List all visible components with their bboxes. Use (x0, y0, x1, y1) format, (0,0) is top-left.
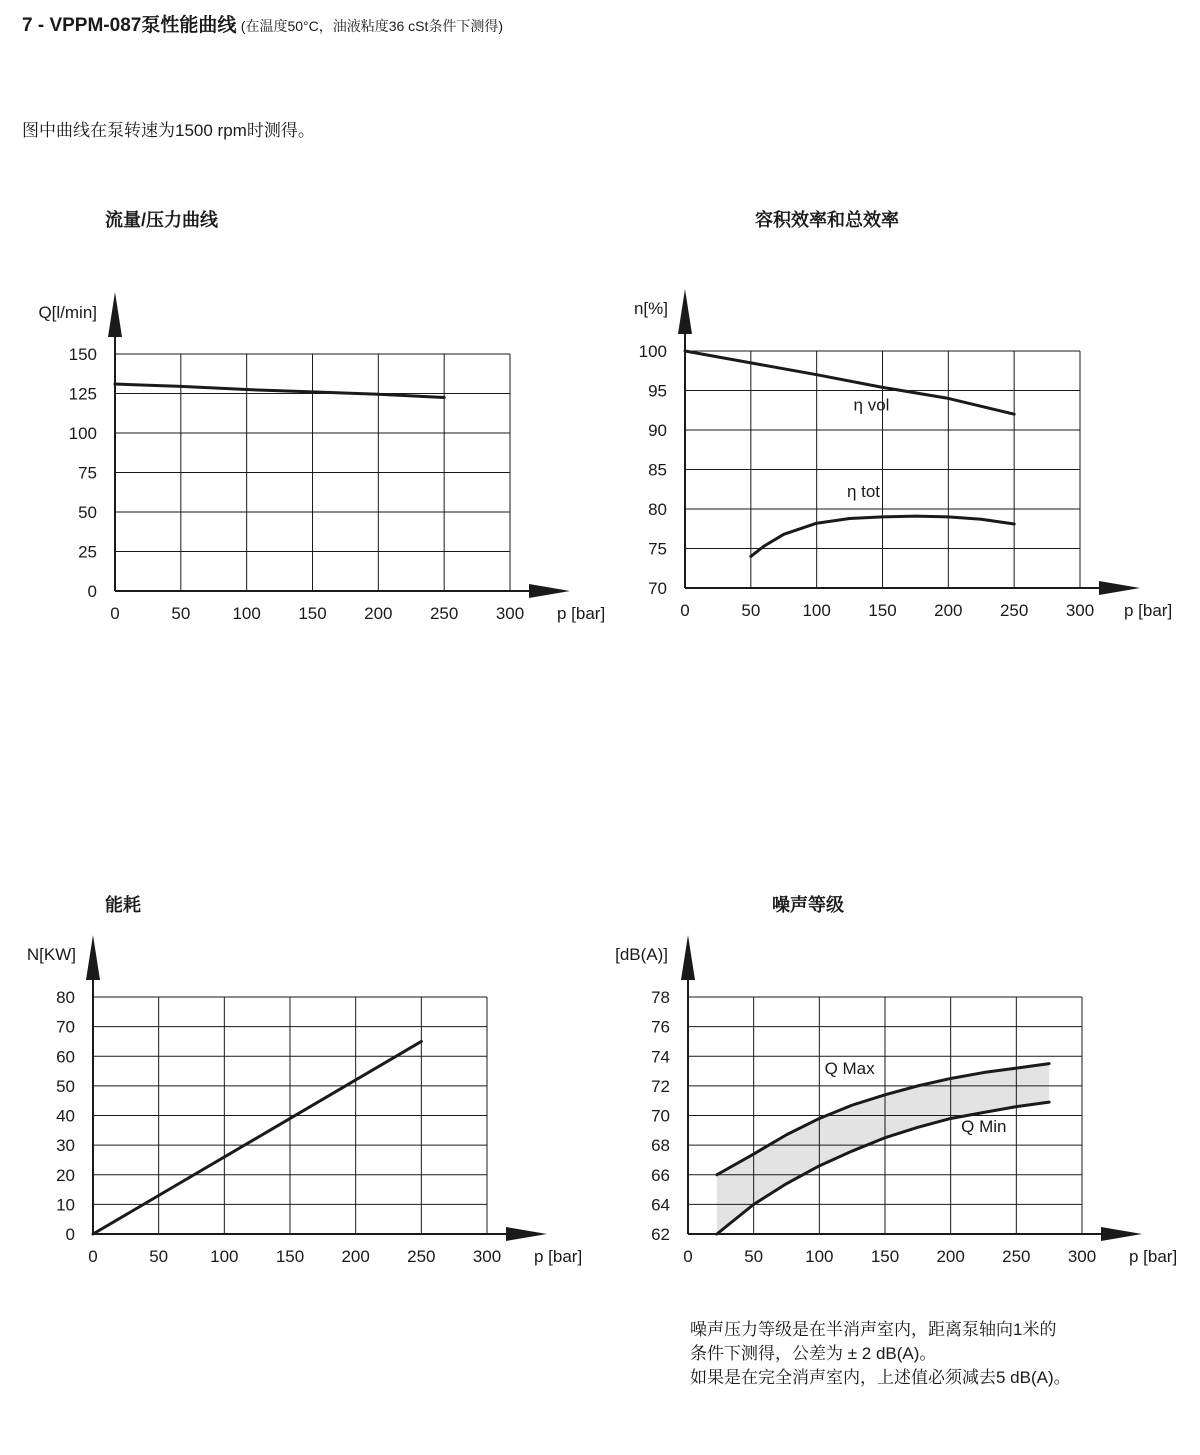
flow-chart-y-tick-label: 100 (68, 424, 97, 443)
page-title: 7 - VPPM-087泵性能曲线 (22, 15, 237, 36)
efficiency-chart-x-tick-label: 150 (868, 601, 897, 620)
power-chart-x-tick-label: 50 (149, 1247, 169, 1266)
flow-chart-y-tick-label: 125 (68, 384, 97, 404)
power-chart-x-tick-label: 150 (275, 1247, 305, 1266)
flow-chart-x-axis-label: p [bar] (557, 604, 606, 623)
noise-chart-y-tick-label: 64 (651, 1195, 670, 1215)
noise-chart-x-tick-label: 0 (683, 1247, 693, 1266)
intro-text: 图中曲线在泵转速为1500 rpm时测得。 (22, 121, 315, 140)
noise-chart-x-axis-label: p [bar] (1129, 1247, 1178, 1266)
noise-chart-x-axis-arrow (1101, 1227, 1142, 1241)
noise-chart-y-tick-label: 66 (651, 1165, 670, 1185)
efficiency-chart-y-tick-label: 70 (648, 579, 667, 598)
flow-chart-x-tick-label: 250 (429, 604, 459, 623)
efficiency-chart-y-axis-label: n[%] (633, 299, 668, 318)
power-chart-y-tick-label: 20 (56, 1165, 75, 1185)
efficiency-chart-x-tick-label: 300 (1065, 601, 1095, 620)
noise-chart-title: 噪声等级 (772, 895, 844, 915)
noise-chart-y-axis-label: [dB(A)] (615, 945, 668, 964)
noise-chart-y-tick-label: 78 (651, 988, 670, 1007)
efficiency-chart-series-line (685, 351, 1014, 414)
power-chart-series-line (93, 1041, 421, 1234)
power-chart-y-tick-label: 50 (56, 1076, 75, 1096)
power-chart-y-tick-label: 30 (56, 1136, 75, 1156)
power-chart-x-tick-label: 200 (341, 1247, 370, 1266)
efficiency-chart-series-annotation: η vol (853, 395, 890, 415)
power-chart-y-tick-label: 10 (56, 1195, 75, 1215)
flow-chart-x-tick-label: 300 (495, 604, 525, 623)
efficiency-chart-x-axis-label: p [bar] (1124, 601, 1173, 620)
efficiency-chart-y-tick-label: 85 (648, 460, 667, 480)
noise-note-line: 如果是在完全消声室内，上述值必须减去5 dB(A)。 (690, 1368, 1071, 1387)
efficiency-chart-y-tick-label: 90 (648, 421, 667, 440)
noise-chart-y-tick-label: 74 (651, 1047, 670, 1067)
flow-chart-y-tick-label: 75 (78, 463, 97, 483)
flow-chart-x-tick-label: 50 (171, 604, 191, 623)
efficiency-chart-y-tick-label: 100 (638, 342, 667, 361)
efficiency-chart-y-tick-label: 95 (648, 381, 667, 401)
noise-chart-y-tick-label: 76 (651, 1017, 670, 1037)
flow-chart-x-axis-arrow (529, 584, 570, 598)
power-chart-x-tick-label: 300 (472, 1247, 502, 1266)
noise-chart-y-tick-label: 68 (651, 1136, 670, 1156)
power-chart-y-tick-label: 40 (56, 1106, 75, 1126)
noise-chart-x-tick-label: 100 (805, 1247, 834, 1266)
noise-chart-x-tick-label: 200 (936, 1247, 965, 1266)
flow-chart-x-tick-label: 200 (364, 604, 393, 623)
noise-chart-y-tick-label: 62 (651, 1225, 670, 1244)
efficiency-chart-y-tick-label: 75 (648, 539, 667, 559)
efficiency-chart-x-tick-label: 0 (680, 601, 690, 620)
power-chart-x-tick-label: 250 (407, 1247, 436, 1266)
noise-chart-series-annotation: Q Min (961, 1116, 1007, 1136)
power-chart-y-axis-arrow (86, 935, 100, 980)
flow-chart-y-axis-label: Q[l/min] (38, 303, 97, 322)
noise-chart-x-tick-label: 250 (1002, 1247, 1031, 1266)
noise-note-line: 噪声压力等级是在半消声室内，距离泵轴向1米的 (690, 1320, 1057, 1339)
flow-chart-x-tick-label: 0 (110, 604, 120, 623)
noise-note-line: 条件下测得，公差为 ± 2 dB(A)。 (690, 1344, 937, 1363)
noise-chart-x-tick-label: 300 (1067, 1247, 1097, 1266)
noise-chart-x-tick-label: 150 (870, 1247, 900, 1266)
noise-chart-band (717, 1064, 1049, 1234)
noise-chart-y-axis-arrow (681, 935, 695, 980)
power-chart-title: 能耗 (105, 895, 141, 915)
efficiency-chart-x-tick-label: 200 (934, 601, 963, 620)
efficiency-chart-x-tick-label: 100 (802, 601, 831, 620)
flow-chart-y-tick-label: 25 (78, 542, 97, 562)
noise-chart-y-tick-label: 70 (651, 1106, 670, 1126)
efficiency-chart-title: 容积效率和总效率 (755, 210, 899, 230)
flow-chart-x-tick-label: 100 (232, 604, 261, 623)
flow-chart-y-axis-arrow (108, 292, 122, 337)
flow-chart-y-tick-label: 0 (87, 582, 97, 601)
flow-chart-title: 流量/压力曲线 (105, 210, 219, 230)
flow-chart-y-tick-label: 150 (68, 345, 97, 364)
noise-note (690, 1318, 1071, 1390)
efficiency-chart-x-axis-arrow (1099, 581, 1140, 595)
power-chart-x-axis-arrow (506, 1227, 547, 1241)
power-chart-y-tick-label: 70 (56, 1017, 75, 1037)
efficiency-chart-y-axis-arrow (678, 289, 692, 334)
flow-chart-y-tick-label: 50 (78, 503, 97, 522)
power-chart-y-axis-label: N[KW] (26, 945, 76, 964)
power-chart-x-tick-label: 0 (88, 1247, 98, 1266)
power-chart-y-tick-label: 60 (56, 1047, 75, 1067)
efficiency-chart-x-tick-label: 50 (741, 601, 761, 620)
page-subtitle: (在温度50°C，油液粘度36 cSt条件下测得) (240, 18, 504, 34)
noise-chart-y-tick-label: 72 (651, 1076, 670, 1096)
flow-chart-x-tick-label: 150 (298, 604, 327, 623)
power-chart-y-tick-label: 80 (56, 988, 75, 1007)
power-chart-x-axis-label: p [bar] (534, 1247, 583, 1266)
noise-chart-x-tick-label: 50 (744, 1247, 764, 1266)
power-chart-y-tick-label: 0 (65, 1225, 75, 1244)
noise-chart-series-annotation: Q Max (824, 1059, 875, 1079)
efficiency-chart-x-tick-label: 250 (999, 601, 1029, 620)
power-chart-x-tick-label: 100 (210, 1247, 239, 1266)
flow-chart-series-line (115, 384, 444, 397)
efficiency-chart-series-annotation: η tot (846, 482, 881, 502)
efficiency-chart-y-tick-label: 80 (648, 500, 667, 519)
